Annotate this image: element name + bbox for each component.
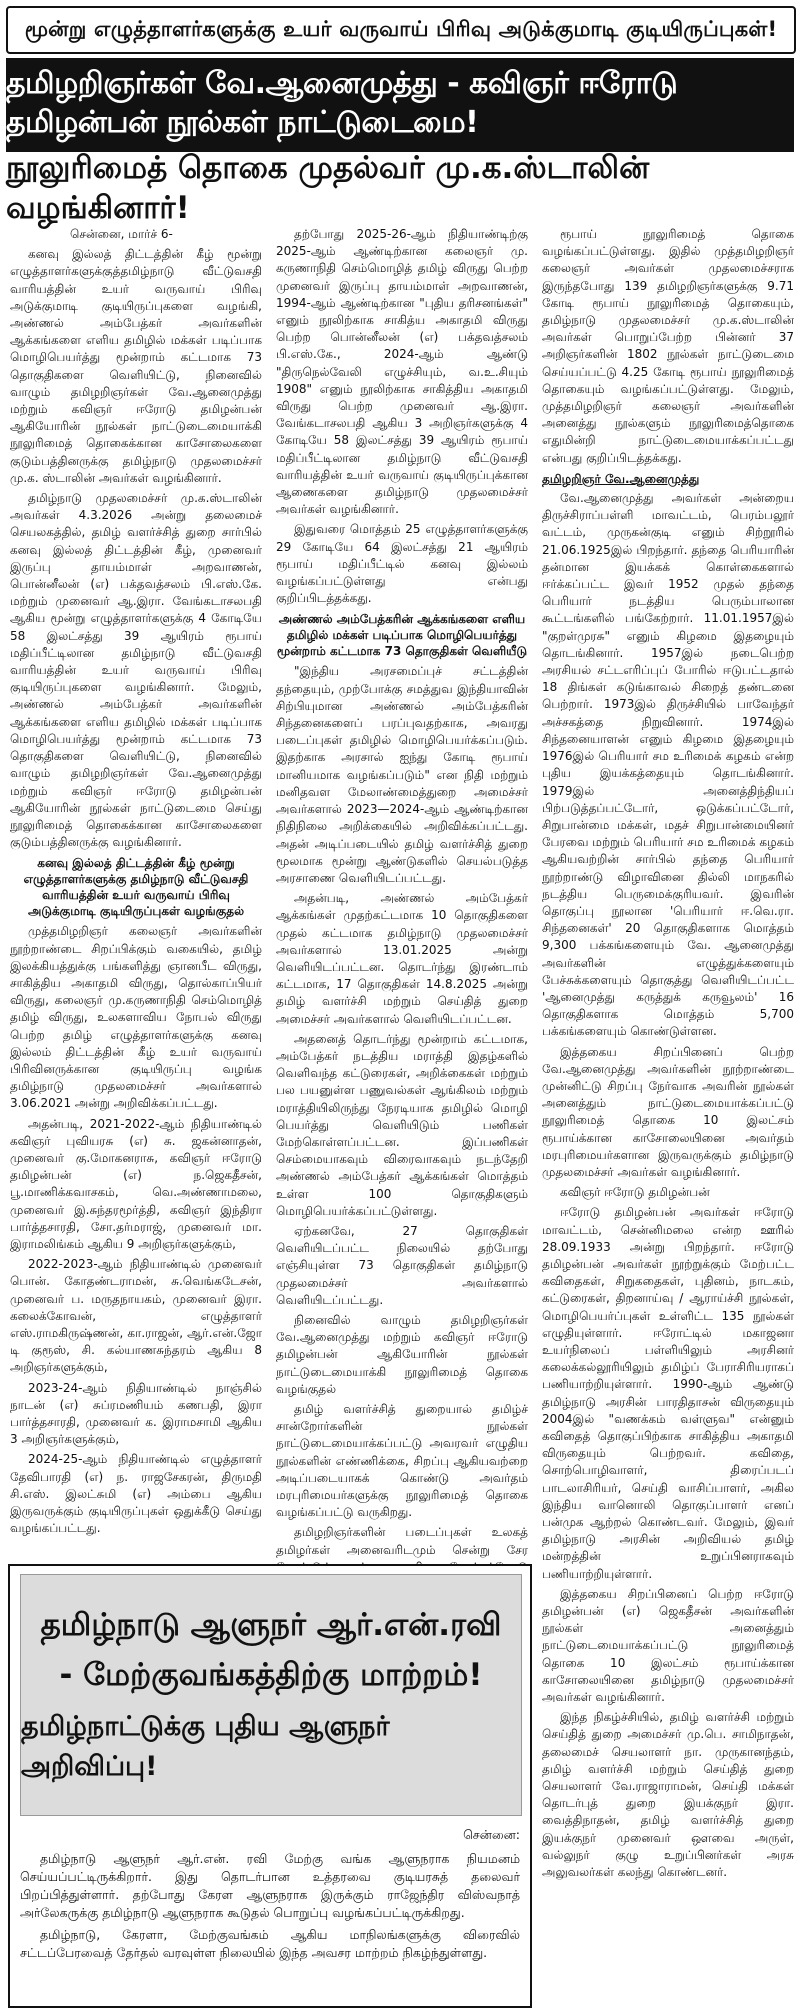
banner-text: மூன்று எழுத்தாளர்களுக்கு உயர் வருவாய் பிரிவு அடுக்குமாடி குடியிருப்புகள்! [24,16,778,41]
paragraph: தமிழ் வளர்ச்சித் துறையால் தமிழ்ச் சான்றோர்களின் நூல்கள் நாட்டுடைமையாக்கப்பட்டு அவரவர் எழுதிய நூல்களின் எண்ணிக்கை, சிறப்பு ஆகியவற்றை அடிப்படையாகக் கொண்டு அவர்தம் மரபுரிமையர்களுக்கு நூலுரிமைத் தொகை வழங்கப்பட்டு வருகிறது. [276,1402,528,1520]
paragraph: தமிழறிஞர்களின் படைப்புகள் உலகத் தமிழர்கள் அனைவரிடமும் சென்று சேர [276,1525,528,1557]
box-headline [20,1574,522,1816]
subheadline-text: நூலுரிமைத் தொகை முதல்வர் மு.க.ஸ்டாலின் வழங்கினார்! [6,150,650,226]
paragraph: தமிழ்நாடு முதலமைச்சர் மு.க.ஸ்டாலின் அவர்கள் 4.3.2026 அன்று தலைமைச் செயலகத்தில், தமிழ் வளர்ச்சித் துறை சார்பில் கனவு இல்லத் திட்டத்தின் கீழ், முனைவர் இருப்பு தாயம்மாள் அறவாணன், பொன்னீலன் (எ) பக்தவத்சலம் பி.எஸ்.கே. மற்றும் முனைவர் ஆ.இரா. வேங்கடாசலபதி ஆகிய மூன்று எழுத்தாளர்களுக்கு 4 கோடியே 58 இலட்சத்து 39 ஆயிரம் ரூபாய் மதிப்பீட்டிலான தமிழ்நாடு வீட்டுவசதி வாரியத்தின் உயர் வருவாய் பிரிவு குடியிருப்புகளை வழங்கினார். மேலும், அண்ணல் அம்பேத்கர் அவர்களின் ஆக்கங்களை எளிய தமிழில் மக்கள் படிப்பாக மொழிபெயர்த்து மூன்றாம் கட்டமாக 73 தொகுதிகளை வெளியிட்டு, நினைவில் வாழும் தமிழறிஞர்கள் வே.ஆனைமுத்து மற்றும் கவிஞர் ஈரோடு தமிழன்பன் ஆகியோரின் நூல்கள் நாட்டுடைமை செய்து நூலுரிமைத் தொகைக்கான காசோலைகளை குடும்பத்தினருக்கு வழங்கினார். [10,491,262,850]
paragraph: இத்தகைய சிறப்பினைப் பெற்ற ஈரோடு தமிழன்பன் (எ) ஜெகதீசன் அவர்களின் நூல்கள் அனைத்தும் நாட்டுடைமையாக்கப்பட்டு நூலுரிமைத் தொகை 10 இலட்சம் ரூபாய்க்கான காசோலையினை தமிழ்நாடு முதலமைச்சர் அவர்கள் வழங்கினார். [542,1586,794,1705]
paragraph: ஈரோடு தமிழன்பன் அவர்கள் ஈரோடு மாவட்டம், சென்னிமலை என்ற ஊரில் 28.09.1933 அன்று பிறந்தார். ஈரோடு தமிழன்பன் அவர்கள் நூற்றுக்கும் மேற்பட்ட கவிதைகள், சிறுகதைகள், புதினம், நாடகம், கட்டுரைகள், திறனாய்வு / ஆராய்ச்சி நூல்கள், மொழிபெயர்ப்புகள் உள்ளிட்ட 135 நூல்கள் எழுதியுள்ளார். ஈரோட்டில் மகாஜனா உயர்நிலைப் பள்ளியிலும் அரசினர் கலைக்கல்லூரியிலும் தமிழ்ப் பேராசிரியராகப் பணியாற்றியுள்ளார். 1990-ஆம் ஆண்டு தமிழ்நாடு அரசின் பாரதிதாசன் விருதையும் 2004இல் "வணக்கம் வள்ளுவ" என்னும் கவிதைத் தொகுப்பிற்காக சாகித்திய அகாதமி விருதையும் பெற்றவர். கவிதை, சொற்பொழிவாளர், திரைப்படப் பாடலாசிரியர், செய்தி வாசிப்பாளர், அகில இந்திய வானொலி தொகுப்பாளர் எனப் பன்முக ஆற்றல் கொண்டவர். மேலும், இவர் தமிழ்நாடு அரசின் அறிவியல் தமிழ் மன்றத்தின் உறுப்பினராகவும் பணியாற்றியுள்ளார். [542,1205,794,1581]
paragraph: ரூபாய் நூலுரிமைத் தொகை வழங்கப்பட்டுள்ளது. இதில் முத்தமிழறிஞர் கலைஞர் அவர்கள் முதலமைச்சராக இருந்தபோது 139 தமிழறிஞர்களுக்கு 9.71 கோடி ரூபாய் நூலுரிமைத் தொகையும், தமிழ்நாடு முதலமைச்சர் மு.க.ஸ்டாலின் அவர்கள் பொறுப்பேற்ற பின்னர் 37 அறிஞர்களின் 1802 நூல்கள் நாட்டுடைமை செய்யப்பட்டு 4.25 கோடி ரூபாய் நூலுரிமைத் தொகையும் வழங்கப்பட்டுள்ளது. மேலும், முத்தமிழறிஞர் கலைஞர் அவர்களின் அனைத்து நூல்களும் நூலுரிமைத்தொகை எதுமின்றி நாட்டுடைமையாக்கப்பட்டது என்பது குறிப்பிடத்தக்கது. [542,227,794,465]
dateline: சென்னை, மார்ச் 6- [70,227,173,241]
article-column-3 [542,226,794,2011]
box-body [20,1822,520,1966]
paragraph: இந்த நிகழ்ச்சியில், தமிழ் வளர்ச்சி மற்றும் செய்தித் துறை அமைச்சர் மு.பெ. சாமிநாதன், தலைமைச் செயலாளர் நா. முருகானந்தம், தமிழ் வளர்ச்சி மற்றும் செய்தித் துறை செயலாளர் வே.ராஜாராமன், செய்தி மக்கள் தொடர்புத் துறை இயக்குநர் இரா. வைத்திநாதன், தமிழ் வளர்ச்சித் துறை இயக்குநர் முனைவர் ஔவை அருள், வல்லுநர் குழு உறுப்பினர்கள் அரசு அலுவலர்கள் கலந்து கொண்டனர். [542,1710,794,1880]
subsection-heading: தமிழறிஞர் வே.ஆனைமுத்து [542,471,700,486]
paragraph: முத்தமிழறிஞர் கலைஞர் அவர்களின் நூற்றாண்டை சிறப்பிக்கும் வகையில், தமிழ் இலக்கியத்துக்கு பங்களித்து ஞானபீட விருது, சாகித்திய அகாதமி விருது, தொல்காப்பியர் விருது, கலைஞர் மு.கருணாநிதி செம்மொழித் தமிழ் விருது, உலகளாவிய நோபல் விருது பெற்ற தமிழ் எழுத்தாளர்களுக்கு கனவு இல்லம் திட்டத்தின் கீழ் உயர் வருவாய் பிரிவினருக்கான குடியிருப்பு வழங்க தமிழ்நாடு முதலமைச்சர் அவர்களால் 3.06.2021 அன்று அறிவிக்கப்பட்டது. [10,924,262,1111]
paragraph: கவிஞர் ஈரோடு தமிழன்பன் [560,1185,710,1200]
paragraph: இத்தகைய சிறப்பினைப் பெற்ற வே.ஆனைமுத்து அவர்களின் நூற்றாண்டை முன்னிட்டு சிறப்பு நேர்வாக அவரின் நூல்கள் அனைத்தும் நாட்டுடைமையாக்கப்பட்டு நூலுரிமைத் தொகை 10 இலட்சம் ரூபாய்க்கான காசோலையினை அவர்தம் மரபுரிமையர்களான இருவருக்கும் தமிழ்நாடு முதலமைச்சர் அவர்கள் வழங்கினார். [542,1044,794,1179]
governor-news-box [8,1564,532,2008]
headline-text: தமிழறிஞர்கள் வே.ஆனைமுத்து - கவிஞர் ஈரோடு தமிழன்பன் நூல்கள் நாட்டுடைமை! [6,66,678,140]
paragraph: நினைவில் வாழும் தமிழறிஞர்கள் வே.ஆனைமுத்து மற்றும் கவிஞர் ஈரோடு தமிழன்பன் ஆகியோரின் நூல்கள் நாட்டுடைமையாக்கி நூலுரிமைத் தொகை வழங்குதல் [276,1312,528,1396]
box-paragraph: தமிழ்நாடு ஆளுநர் ஆர்.என். ரவி மேற்கு வங்க ஆளுநராக நியமனம் செய்யப்பட்டிருக்கிறார். இது தொடர்பான உத்தரவை குடியரசுத் தலைவர் பிறப்பித்துள்ளார். தற்போது கேரள ஆளுநராக இருக்கும் ராஜேந்திர விஸ்வநாத் அர்லேகருக்கு தமிழ்நாடு ஆளுநராக கூடுதல் பொறுப்பு வழங்கப்பட்டிருக்கிறது. [20,1851,520,1920]
paragraph: "இந்திய அரசமைப்புச் சட்டத்தின் தந்தையும், முற்போக்கு சமத்துவ இந்தியாவின் சிற்பியுமான அண்ணல் அம்பேத்கரின் சிந்தனைகளைப் பரப்புவதற்காக, அவரது படைப்புகள் தமிழில் மொழிபெயர்க்கப்படும். இதற்காக அரசால் ஐந்து கோடி ரூபாய் மானியமாக வழங்கப்படும்" என நிதி மற்றும் மனிதவள மேலாண்மைத்துறை அமைச்சர் அவர்களால் 2023—2024-ஆம் ஆண்டிற்கான நிதிநிலை அறிக்கையில் அறிவிக்கப்பட்டது. அதன் அடிப்படையில் தமிழ் வளர்ச்சித் துறை மூலமாக மூன்று ஆண்டுகளில் செயல்படுத்த அரசாணை வெளியிடப்பட்டது. [276,664,528,885]
main-headline [6,58,794,152]
paragraph: அதனைத் தொடர்ந்து மூன்றாம் கட்டமாக, அம்பேத்கர் நடத்திய மராத்தி இதழ்களில் வெளிவந்த கட்டுரைகள், அறிக்கைகள் மற்றும் பல பயனுள்ள பணுவல்கள் ஆங்கிலம் மற்றும் மராத்தியிலிருந்து நேரடியாக தமிழில் மொழி பெயர்த்து வெளியிடும் பணிகள் மேற்கொள்ளப்பட்டன. இப்பணிகள் செம்மையாகவும் விரைவாகவும் நடந்தேறி அண்ணல் அம்பேத்கர் ஆக்கங்கள் மொத்தம் உள்ள 100 தொகுதிகளும் மொழிபெயர்க்கப்பட்டுள்ளது. [276,1031,528,1218]
box-dateline: சென்னை: [463,1827,520,1842]
sub-headline [6,150,794,226]
paragraph: கனவு இல்லத் திட்டத்தின் கீழ் மூன்று எழுத்தாளர்களுக்குத்தமிழ்நாடு வீட்டுவசதி வாரியத்தின் உயர் வருவாய் பிரிவு அடுக்குமாடி குடியிருப்புகளை வழங்கி, அண்ணல் அம்பேத்கர் அவர்களின் ஆக்கங்களை எளிய தமிழில் மக்கள் படிப்பாக மொழிபெயர்த்து மூன்றாம் கட்டமாக 73 தொகுதிகளை வெளியிட்டு, நினைவில் வாழும் தமிழறிஞர்கள் வே.ஆனைமுத்து மற்றும் கவிஞர் ஈரோடு தமிழன்பன் ஆகியோரின் நூல்கள் நாட்டுடைமையாக்கி நூலுரிமைத் தொகைக்கான காசோலைகளை குடும்பத்தினருக்கு தமிழ்நாடு முதலமைச்சர் மு.க. ஸ்டாலின் அவர்கள் வழங்கினார். [10,247,262,485]
paragraph: வே.ஆனைமுத்து அவர்கள் அன்றைய திருச்சிராப்பள்ளி மாவட்டம், பெரம்பலூர் வட்டம், முருகன்குடி எனும் சிற்றூரில் 21.06.1925இல் பிறந்தார். தந்தை பெரியாரின் தன்மான இயக்கக் கொள்கைகளால் ஈர்க்கப்பட்ட இவர் 1952 முதல் தந்தை பெரியார் நடத்திய பெரும்பாலான கூட்டங்களில் பங்கேற்றார். 11.01.1957இல் "குறள்முரசு" எனும் கிழமை இதழையும் தொடங்கினார். 1957இல் நடைபெற்ற அரசியல் சட்டஎரிப்புப் போரில் ஈடுபட்டதால் 18 திங்கள் கடுங்காவல் சிறைத் தண்டனை பெற்றார். 1973இல் திருச்சியில் பாவேந்தர் அச்சகத்தை நிறுவினார். 1974இல் சிந்தனையாளன் எனும் கிழமை இதழையும் 1976இல் பெரியார் சம உரிமைக் கழகம் என்ற புதிய இயக்கத்தையும் தொடங்கினார். 1979இல் அனைத்திந்தியப் பிற்படுத்தப்பட்டோர், ஒடுக்கப்பட்டோர், சிறுபான்மை மக்கள், மதச் சிறுபான்மையினர் பேரவை மற்றும் பெரியார் சம உரிமைக் கழகம் ஆகியவற்றின் சார்பில் தந்தை பெரியார் நூற்றாண்டு விழாவினை தில்லி மாநகரில் நடத்திய பெருமைக்குரியவர். இவரின் தொகுப்பு நூலான 'பெரியார் ஈ.வெ.ரா. சிந்தனைகள்' 20 தொகுதிகளாக மொத்தம் 9,300 பக்கங்களையும் வே. ஆனைமுத்து அவர்களின் எழுத்துக்களையும் பேச்சுக்களையும் தொகுத்து வெளியிடப்பட்ட 'ஆனைமுத்து கருத்துக் கருவூலம்' 16 தொகுதிகளாக மொத்தம் 5,700 பக்கங்களையும் கொண்டுள்ளன. [542,491,794,1039]
paragraph: ஏற்கனவே, 27 தொகுதிகள் வெளியிடப்பட்ட நிலையில் தற்போது எஞ்சியுள்ள 73 தொகுதிகள் தமிழ்நாடு முதலமைச்சர் அவர்களால் வெளியிடப்பட்டது. [276,1223,528,1307]
top-banner [6,6,796,54]
paragraph: தற்போது 2025-26-ஆம் நிதியாண்டிற்கு 2025-ஆம் ஆண்டிற்கான கலைஞர் மு. கருணாநிதி செம்மொழித் தமிழ் விருது பெற்ற முனைவர் இருப்பு தாயம்மாள் அறவாணன், 1994-ஆம் ஆண்டிற்கான "புதிய தரிசனங்கள்" எனும் நூலிற்காக சாகித்ய அகாதமி விருது பெற்ற பொன்னீலன் (எ) பக்தவத்சலம் பி.எஸ்.கே., 2024-ஆம் ஆண்டு "திருநெல்வேலி எழுச்சியும், வ.உ.சியும் 1908" எனும் நூலிற்காக சாகித்திய அகாதமி விருது பெற்ற முனைவர் ஆ.இரா. வேங்கடாசலபதி ஆகிய 3 அறிஞர்களுக்கு 4 கோடியே 58 இலட்சத்து 39 ஆயிரம் ரூபாய் மதிப்பீட்டிலான தமிழ்நாடு வீட்டுவசதி வாரியத்தின் உயர் வருவாய் குடியிருப்புக்கான ஆணைகளை தமிழ்நாடு முதலமைச்சர் அவர்கள் வழங்கினார். [276,227,528,517]
article-column-1 [10,226,262,1551]
paragraph: 2022-2023-ஆம் நிதியாண்டில் முனைவர் பொன். கோதண்டராமன், சு.வெங்கடேசன், முனைவர் ப. மருதநாயகம், முனைவர் இரா. கலைக்கோவன், எழுத்தாளர் எஸ்.ராமகிருஷ்ணன், கா.ராஜன், ஆர்.என்.ஜோ டி குரூஸ், சி. கல்யாணசுந்தரம் ஆகிய 8 அறிஞர்களுக்கும், [10,1257,262,1375]
box-paragraph: தமிழ்நாடு, கேரளா, மேற்குவங்கம் ஆகிய மாநிலங்களுக்கு விரைவில் சட்டப்பேரவைத் தேர்தல் வரவுள்ள நிலையில் இந்த அவசர மாற்றம் நிகழ்ந்துள்ளது. [20,1927,520,1960]
paragraph: இதுவரை மொத்தம் 25 எழுத்தாளர்களுக்கு 29 கோடியே 64 இலட்சத்து 21 ஆயிரம் ரூபாய் மதிப்பீட்டில் கனவு இல்லம் வழங்கப்பட்டுள்ளது என்பது குறிப்பிடத்தக்கது. [276,522,528,606]
paragraph: அதன்படி, 2021-2022-ஆம் நிதியாண்டில் கவிஞர் புவியரசு (எ) சு. ஜகன்னாதன், முனைவர் கு.மோகனராசு, கவிஞர் ஈரோடு தமிழன்பன் (எ) ந.ஜெகதீசன், பூ.மாணிக்கவாசகம், வெ.அண்ணாமலை, முனைவர் இ.சுந்தரமூர்த்தி, கவிஞர் இந்திரா பார்த்தசாரதி, சோ.தர்மராஜ், முனைவர் மா. இராமலிங்கம் ஆகிய 9 அறிஞர்களுக்கும், [10,1116,262,1251]
box-title-line-2: - மேற்குவங்கத்திற்கு மாற்றம்! [59,1657,483,1693]
paragraph: 2024-25-ஆம் நிதியாண்டில் எழுத்தாளர் தேவிபாரதி (எ) ந. ராஜசேகரன், திருமதி சி.எஸ். இலட்சுமி (எ) அம்பை ஆகிய இருவருக்கும் குடியிருப்புகள் ஒதுக்கீடு செய்து வழங்கப்பட்டது. [10,1452,262,1536]
paragraph: அதன்படி, அண்ணல் அம்பேத்கர் ஆக்கங்கள் முதற்கட்டமாக 10 தொகுதிகளை முதல் கட்டமாக தமிழ்நாடு முதலமைச்சர் அவர்களால் 13.01.2025 அன்று வெளியிடப்பட்டன. தொடர்ந்து இரண்டாம் கட்டமாக, 17 தொகுதிகள் 14.8.2025 அன்று தமிழ் வளர்ச்சி மற்றும் செய்தித் துறை அமைச்சர் அவர்களால் வெளியிடப்பட்டன. [276,891,528,1026]
paragraph: 2023-24-ஆம் நிதியாண்டில் நாஞ்சில் நாடன் (எ) சுப்ரமணியம் கணபதி, இரா பார்த்தசாரதி, முனைவர் க. இராமசாமி ஆகிய 3 அறிஞர்களுக்கும், [10,1380,262,1447]
section-heading: அண்ணல் அம்பேத்கரின் ஆக்கங்களை எளிய தமிழில் மக்கள் படிப்பாக மொழிபெயர்த்து மூன்றாம் கட்டமாக 73 தொகுதிகள் வெளியீடு [276,612,528,659]
box-title-line-1: தமிழ்நாடு ஆளுநர் ஆர்.என்.ரவி [40,1607,502,1643]
section-heading: கனவு இல்லத் திட்டத்தின் கீழ் மூன்று எழுத்தாளர்களுக்கு தமிழ்நாடு வீட்டுவசதி வாரியத்தின் உயர் வருவாய் பிரிவு அடுக்குமாடி குடியிருப்புகள் வழங்குதல் [23,856,249,919]
box-title-line-3: தமிழ்நாட்டுக்கு புதிய ஆளுநர் அறிவிப்பு! [21,1711,390,1782]
